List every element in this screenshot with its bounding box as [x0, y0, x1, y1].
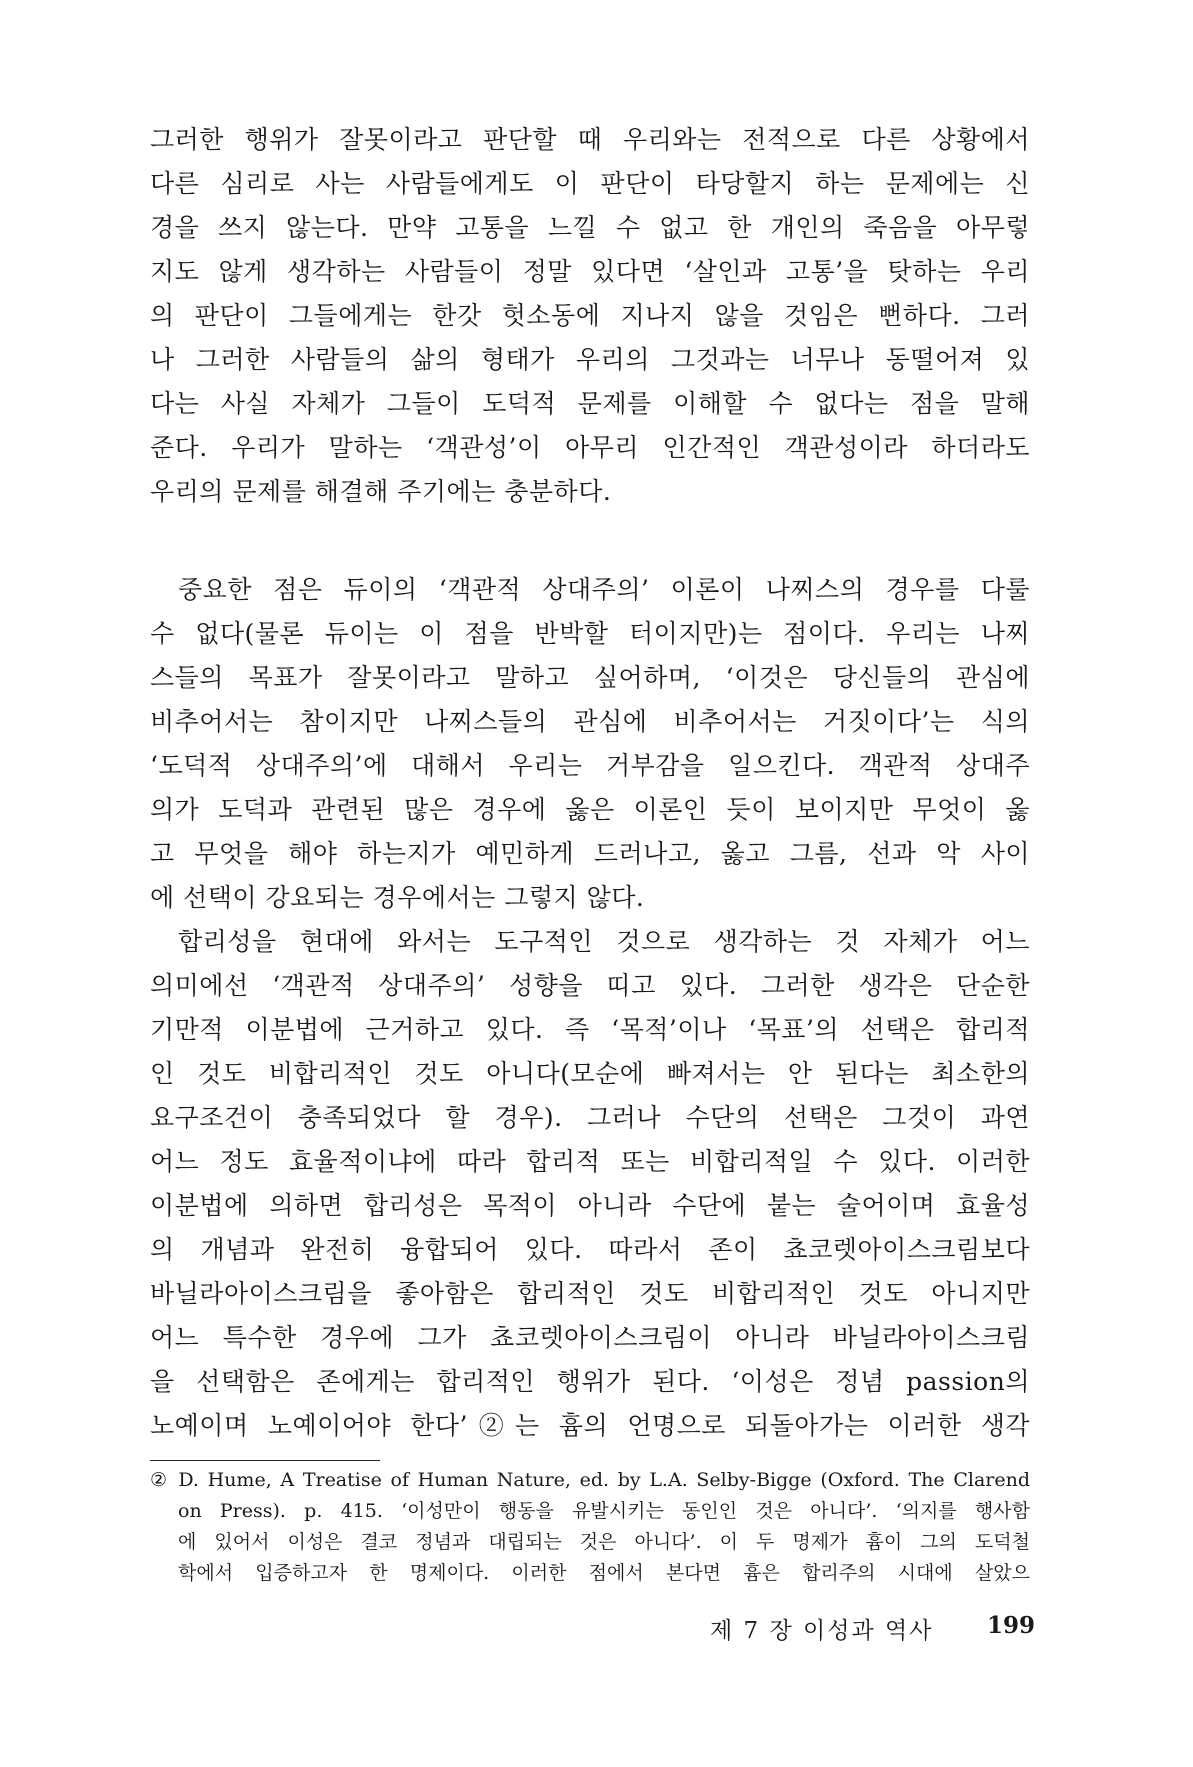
text-line: 어느 정도 효율적이냐에 따라 합리적 또는 비합리적일 수 있다. 이러한 [150, 1147, 1030, 1176]
paragraph-gap [150, 514, 1030, 568]
paragraph-1 [150, 118, 1030, 514]
text-line: 기만적 이분법에 근거하고 있다. 즉 ‘목적’이나 ‘목표’의 선택은 합리적 [150, 1015, 1030, 1044]
text-line: ‘도덕적 상대주의’에 대해서 우리는 거부감을 일으킨다. 객관적 상대주 [150, 751, 1030, 780]
text-line: 합리성을 현대에 와서는 도구적인 것으로 생각하는 것 자체가 어느 [178, 927, 1030, 956]
text-line: 준다. 우리가 말하는 ‘객관성’이 아무리 인간적인 객관성이라 하더라도 [150, 433, 1030, 462]
text-line: 을 선택함은 존에게는 합리적인 행위가 된다. ‘이성은 정념 passion의 [150, 1367, 1030, 1396]
footnote-line: 학에서 입증하고자 한 명제이다. 이러한 점에서 본다면 흄은 합리주의 시대에 살았으 [178, 1562, 1030, 1584]
text-line: 지도 않게 생각하는 사람들이 정말 있다면 ‘살인과 고통’을 탓하는 우리 [150, 257, 1030, 286]
text-line: 다른 심리로 사는 사람들에게도 이 판단이 타당할지 하는 문제에는 신 [150, 169, 1030, 198]
text-line: 의 판단이 그들에게는 한갓 헛소동에 지나지 않을 것임은 뻔하다. 그러 [150, 301, 1030, 330]
text-line: 나 그러한 사람들의 삶의 형태가 우리의 그것과는 너무나 동떨어져 있 [150, 345, 1030, 374]
text-line: 중요한 점은 듀이의 ‘객관적 상대주의’ 이론이 나찌스의 경우를 다룰 [178, 575, 1030, 604]
text-line: 인 것도 비합리적인 것도 아니다(모순에 빠져서는 안 된다는 최소한의 [150, 1059, 1030, 1088]
page-footer [150, 1612, 1036, 1652]
running-head: 제 7 장 이성과 역사 [710, 1618, 934, 1644]
footnote-line: on Press). p. 415. ‘이성만이 행동을 유발시키는 동인인 것은 아니다’. ‘의지를 행사함 [178, 1500, 1030, 1522]
footnote-divider [150, 1460, 380, 1461]
footnote-line: 에 있어서 이성은 결코 정념과 대립되는 것은 아니다’. 이 두 명제가 흄이 그의 도덕철 [178, 1531, 1030, 1553]
text-line: 수 없다(물론 듀이는 이 점을 반박할 터이지만)는 점이다. 우리는 나찌 [150, 619, 1030, 648]
page-body [150, 118, 1030, 1589]
text-line: 비추어서는 참이지만 나찌스들의 관심에 비추어서는 거짓이다’는 식의 [150, 707, 1030, 736]
footnote [150, 1465, 1030, 1589]
text-line: 노예이며 노예이어야 한다’②는 흄의 언명으로 되돌아가는 이러한 생각 [150, 1411, 1030, 1440]
paragraph-2 [150, 568, 1030, 920]
text-line: 다는 사실 자체가 그들이 도덕적 문제를 이해할 수 없다는 점을 말해 [150, 389, 1030, 418]
footnote-line: ② D. Hume, A Treatise of Human Nature, ed. by L.A. Selby-Bigge (Oxford. The Clarend [150, 1469, 1030, 1491]
text-line: 에 선택이 강요되는 경우에서는 그렇지 않다. [150, 883, 645, 912]
text-line: 이분법에 의하면 합리성은 목적이 아니라 수단에 붙는 술어이며 효율성 [150, 1191, 1030, 1220]
text-line: 우리의 문제를 해결해 주기에는 충분하다. [150, 477, 612, 506]
paragraph-3 [150, 920, 1030, 1448]
text-line: 의가 도덕과 관련된 많은 경우에 옳은 이론인 듯이 보이지만 무엇이 옳 [150, 795, 1030, 824]
text-line: 스들의 목표가 잘못이라고 말하고 싶어하며, ‘이것은 당신들의 관심에 [150, 663, 1030, 692]
text-line: 의미에선 ‘객관적 상대주의’ 성향을 띠고 있다. 그러한 생각은 단순한 [150, 971, 1030, 1000]
text-line: 그러한 행위가 잘못이라고 판단할 때 우리와는 전적으로 다른 상황에서 [150, 125, 1030, 154]
text-line: 경을 쓰지 않는다. 만약 고통을 느낄 수 없고 한 개인의 죽음을 아무렇 [150, 213, 1030, 242]
page-number: 199 [987, 1612, 1036, 1639]
text-line: 어느 특수한 경우에 그가 쵸코렛아이스크림이 아니라 바닐라아이스크림 [150, 1323, 1030, 1352]
text-line: 고 무엇을 해야 하는지가 예민하게 드러나고, 옳고 그름, 선과 악 사이 [150, 839, 1030, 868]
text-line: 바닐라아이스크림을 좋아함은 합리적인 것도 비합리적인 것도 아니지만 [150, 1279, 1030, 1308]
text-line: 요구조건이 충족되었다 할 경우). 그러나 수단의 선택은 그것이 과연 [150, 1103, 1030, 1132]
text-line: 의 개념과 완전히 융합되어 있다. 따라서 존이 쵸코렛아이스크림보다 [150, 1235, 1030, 1264]
